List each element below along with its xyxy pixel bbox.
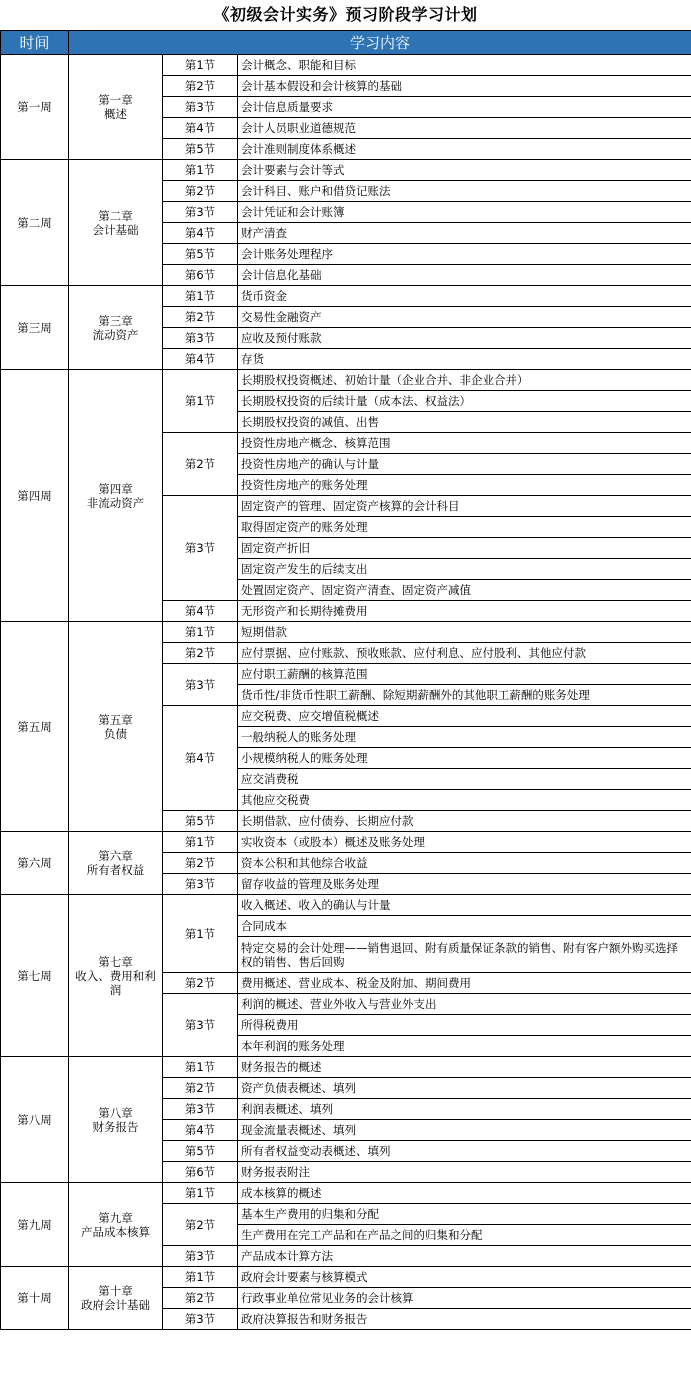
section-cell: 第5节 <box>163 139 238 160</box>
week-cell: 第三周 <box>1 286 69 370</box>
topic-cell: 投资性房地产概念、核算范围 <box>238 433 691 454</box>
week-cell: 第六周 <box>1 832 69 895</box>
chapter-cell: 第十章 政府会计基础 <box>69 1267 163 1330</box>
topic-cell: 会计科目、账户和借贷记账法 <box>238 181 691 202</box>
chapter-cell: 第五章 负债 <box>69 622 163 832</box>
section-cell: 第2节 <box>163 433 238 496</box>
topic-cell: 货币性/非货币性职工薪酬、除短期薪酬外的其他职工薪酬的账务处理 <box>238 685 691 706</box>
table-body <box>1 55 691 1330</box>
header-row <box>1 31 691 55</box>
table-row <box>1 895 691 916</box>
topic-cell: 投资性房地产的账务处理 <box>238 475 691 496</box>
section-cell: 第3节 <box>163 994 238 1057</box>
week-cell: 第八周 <box>1 1057 69 1183</box>
section-cell: 第2节 <box>163 853 238 874</box>
section-cell: 第3节 <box>163 202 238 223</box>
topic-cell: 货币资金 <box>238 286 691 307</box>
section-cell: 第5节 <box>163 244 238 265</box>
section-cell: 第1节 <box>163 1183 238 1204</box>
topic-cell: 生产费用在完工产品和在产品之间的归集和分配 <box>238 1225 691 1246</box>
section-cell: 第2节 <box>163 1288 238 1309</box>
chapter-cell: 第七章 收入、费用和利 润 <box>69 895 163 1057</box>
section-cell: 第4节 <box>163 1120 238 1141</box>
topic-cell: 财务报表附注 <box>238 1162 691 1183</box>
topic-cell: 会计准则制度体系概述 <box>238 139 691 160</box>
section-cell: 第3节 <box>163 97 238 118</box>
section-cell: 第3节 <box>163 664 238 706</box>
week-cell: 第五周 <box>1 622 69 832</box>
section-cell: 第3节 <box>163 328 238 349</box>
week-cell: 第一周 <box>1 55 69 160</box>
section-cell: 第3节 <box>163 1246 238 1267</box>
topic-cell: 会计信息质量要求 <box>238 97 691 118</box>
topic-cell: 现金流量表概述、填列 <box>238 1120 691 1141</box>
section-cell: 第3节 <box>163 1309 238 1330</box>
topic-cell: 应交税费、应交增值税概述 <box>238 706 691 727</box>
section-cell: 第2节 <box>163 973 238 994</box>
section-cell: 第2节 <box>163 76 238 97</box>
section-cell: 第2节 <box>163 1204 238 1246</box>
topic-cell: 应付职工薪酬的核算范围 <box>238 664 691 685</box>
table-row <box>1 622 691 643</box>
section-cell: 第4节 <box>163 118 238 139</box>
page-title: 《初级会计实务》预习阶段学习计划 <box>213 5 478 24</box>
topic-cell: 利润的概述、营业外收入与营业外支出 <box>238 994 691 1015</box>
topic-cell: 短期借款 <box>238 622 691 643</box>
chapter-cell: 第四章 非流动资产 <box>69 370 163 622</box>
week-cell: 第十周 <box>1 1267 69 1330</box>
topic-cell: 利润表概述、填列 <box>238 1099 691 1120</box>
topic-cell: 会计凭证和会计账簿 <box>238 202 691 223</box>
topic-cell: 处置固定资产、固定资产清查、固定资产减值 <box>238 580 691 601</box>
section-cell: 第4节 <box>163 601 238 622</box>
topic-cell: 实收资本（或股本）概述及账务处理 <box>238 832 691 853</box>
topic-cell: 成本核算的概述 <box>238 1183 691 1204</box>
topic-cell: 存货 <box>238 349 691 370</box>
section-cell: 第3节 <box>163 874 238 895</box>
chapter-cell: 第八章 财务报告 <box>69 1057 163 1183</box>
section-cell: 第2节 <box>163 643 238 664</box>
topic-cell: 交易性金融资产 <box>238 307 691 328</box>
header-content: 学习内容 <box>69 31 691 55</box>
section-cell: 第1节 <box>163 286 238 307</box>
section-cell: 第6节 <box>163 265 238 286</box>
section-cell: 第4节 <box>163 706 238 811</box>
topic-cell: 收入概述、收入的确认与计量 <box>238 895 691 916</box>
section-cell: 第1节 <box>163 370 238 433</box>
section-cell: 第3节 <box>163 1099 238 1120</box>
section-cell: 第5节 <box>163 811 238 832</box>
section-cell: 第5节 <box>163 1141 238 1162</box>
table-row <box>1 286 691 307</box>
chapter-cell: 第六章 所有者权益 <box>69 832 163 895</box>
table-row <box>1 832 691 853</box>
topic-cell: 特定交易的会计处理——销售退回、附有质量保证条款的销售、附有客户额外购买选择权的销售、售后回购 <box>238 937 691 973</box>
section-cell: 第2节 <box>163 307 238 328</box>
section-cell: 第1节 <box>163 1057 238 1078</box>
topic-cell: 会计概念、职能和目标 <box>238 55 691 76</box>
topic-cell: 小规模纳税人的账务处理 <box>238 748 691 769</box>
chapter-cell: 第二章 会计基础 <box>69 160 163 286</box>
section-cell: 第2节 <box>163 181 238 202</box>
topic-cell: 会计基本假设和会计核算的基础 <box>238 76 691 97</box>
topic-cell: 基本生产费用的归集和分配 <box>238 1204 691 1225</box>
chapter-cell: 第一章 概述 <box>69 55 163 160</box>
section-cell: 第1节 <box>163 1267 238 1288</box>
section-cell: 第3节 <box>163 496 238 601</box>
topic-cell: 费用概述、营业成本、税金及附加、期间费用 <box>238 973 691 994</box>
topic-cell: 政府决算报告和财务报告 <box>238 1309 691 1330</box>
table-row <box>1 1057 691 1078</box>
topic-cell: 政府会计要素与核算模式 <box>238 1267 691 1288</box>
table-row <box>1 1267 691 1288</box>
section-cell: 第1节 <box>163 160 238 181</box>
topic-cell: 应收及预付账款 <box>238 328 691 349</box>
topic-cell: 应交消费税 <box>238 769 691 790</box>
week-cell: 第九周 <box>1 1183 69 1267</box>
topic-cell: 无形资产和长期待摊费用 <box>238 601 691 622</box>
topic-cell: 取得固定资产的账务处理 <box>238 517 691 538</box>
topic-cell: 长期借款、应付债券、长期应付款 <box>238 811 691 832</box>
section-cell: 第1节 <box>163 895 238 973</box>
topic-cell: 资本公积和其他综合收益 <box>238 853 691 874</box>
chapter-cell: 第三章 流动资产 <box>69 286 163 370</box>
topic-cell: 应付票据、应付账款、预收账款、应付利息、应付股利、其他应付款 <box>238 643 691 664</box>
topic-cell: 投资性房地产的确认与计量 <box>238 454 691 475</box>
chapter-cell: 第九章 产品成本核算 <box>69 1183 163 1267</box>
topic-cell: 固定资产折旧 <box>238 538 691 559</box>
section-cell: 第4节 <box>163 223 238 244</box>
topic-cell: 资产负债表概述、填列 <box>238 1078 691 1099</box>
topic-cell: 行政事业单位常见业务的会计核算 <box>238 1288 691 1309</box>
table-row <box>1 1183 691 1204</box>
section-cell: 第6节 <box>163 1162 238 1183</box>
topic-cell: 长期股权投资的后续计量（成本法、权益法） <box>238 391 691 412</box>
topic-cell: 所有者权益变动表概述、填列 <box>238 1141 691 1162</box>
week-cell: 第二周 <box>1 160 69 286</box>
topic-cell: 产品成本计算方法 <box>238 1246 691 1267</box>
topic-cell: 固定资产发生的后续支出 <box>238 559 691 580</box>
topic-cell: 一般纳税人的账务处理 <box>238 727 691 748</box>
topic-cell: 本年利润的账务处理 <box>238 1036 691 1057</box>
study-plan-table <box>0 30 691 1330</box>
topic-cell: 财务报告的概述 <box>238 1057 691 1078</box>
topic-cell: 会计信息化基础 <box>238 265 691 286</box>
topic-cell: 合同成本 <box>238 916 691 937</box>
section-cell: 第1节 <box>163 55 238 76</box>
section-cell: 第1节 <box>163 622 238 643</box>
topic-cell: 固定资产的管理、固定资产核算的会计科目 <box>238 496 691 517</box>
section-cell: 第1节 <box>163 832 238 853</box>
topic-cell: 长期股权投资的减值、出售 <box>238 412 691 433</box>
topic-cell: 会计人员职业道德规范 <box>238 118 691 139</box>
section-cell: 第2节 <box>163 1078 238 1099</box>
week-cell: 第七周 <box>1 895 69 1057</box>
topic-cell: 其他应交税费 <box>238 790 691 811</box>
topic-cell: 财产清查 <box>238 223 691 244</box>
header-time: 时间 <box>1 31 69 55</box>
topic-cell: 会计要素与会计等式 <box>238 160 691 181</box>
table-row <box>1 160 691 181</box>
table-row <box>1 55 691 76</box>
table-row <box>1 370 691 391</box>
topic-cell: 所得税费用 <box>238 1015 691 1036</box>
topic-cell: 留存收益的管理及账务处理 <box>238 874 691 895</box>
topic-cell: 长期股权投资概述、初始计量（企业合并、非企业合并） <box>238 370 691 391</box>
week-cell: 第四周 <box>1 370 69 622</box>
topic-cell: 会计账务处理程序 <box>238 244 691 265</box>
section-cell: 第4节 <box>163 349 238 370</box>
